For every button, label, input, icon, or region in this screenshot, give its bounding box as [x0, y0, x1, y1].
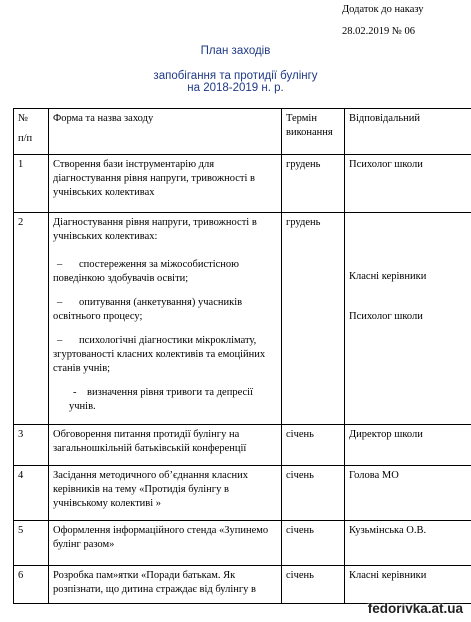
- row-text: Обговорення питання протидії булінгу на загальношкільній батьківській конференції: [49, 425, 282, 466]
- table-row: [14, 521, 471, 566]
- row-term: січень: [282, 566, 345, 604]
- row-responsible: Класні керівники: [349, 271, 427, 282]
- table-row: [14, 425, 471, 466]
- row-responsible: Психолог школи: [349, 311, 423, 322]
- row-responsible-block: [345, 213, 471, 425]
- table-row: [14, 566, 471, 604]
- header-num-line1: №: [18, 113, 29, 124]
- list-item: – психологічні діагностики мікроклімату, згуртованості класних колективів та емоційних станів учнів;: [53, 335, 266, 374]
- list-item-text: опитування (анкетування) учасників освітнього процесу;: [53, 297, 243, 322]
- row-text: Створення бази інструментарію для діагностування рівня напруги, тривожності в учнівських колективах: [49, 155, 282, 213]
- row-responsible: Голова МО: [345, 466, 471, 521]
- document-subtitle: запобігання та протидії булінгу: [153, 70, 318, 82]
- row-num: 1: [14, 155, 49, 213]
- row-text: Діагностування рівня напруги, тривожності в учнівських колективах:: [53, 217, 257, 242]
- row-num: 4: [14, 466, 49, 521]
- row-responsible: Кузьмінська О.В.: [345, 521, 471, 566]
- header-num-line2: п/п: [18, 133, 33, 144]
- row-responsible: Директор школи: [345, 425, 471, 466]
- row-text: Оформлення інформаційного стенда «Зупинемо булінг разом»: [49, 521, 282, 566]
- header-term-line2: виконання: [286, 127, 333, 138]
- site-watermark: fedorivka.at.ua: [367, 601, 463, 616]
- appendix-note: Додаток до наказу: [342, 4, 424, 15]
- table-row: [14, 466, 471, 521]
- row-num: 3: [14, 425, 49, 466]
- row-term: грудень: [282, 155, 345, 213]
- header-responsible: Відповідальний: [345, 109, 471, 155]
- header-form: Форма та назва заходу: [49, 109, 282, 155]
- row-term: січень: [282, 521, 345, 566]
- row-term: січень: [282, 425, 345, 466]
- row-term: січень: [282, 466, 345, 521]
- document-year: на 2018-2019 н. р.: [187, 82, 284, 94]
- table-header-row: [14, 109, 471, 155]
- row-text-block: [49, 213, 282, 425]
- list-item-text: спостереження за міжособистісною поведінкою здобувачів освіти;: [53, 259, 239, 284]
- table-row: [14, 213, 471, 425]
- header-num: [14, 109, 49, 155]
- row-responsible: Класні керівники: [345, 566, 471, 604]
- row-responsible: Психолог школи: [345, 155, 471, 213]
- row-num: 6: [14, 566, 49, 604]
- table-row: [14, 155, 471, 213]
- list-item-text: визначення рівня тривоги та депресії учнів.: [69, 387, 253, 412]
- row-num: 2: [14, 213, 49, 425]
- row-num: 5: [14, 521, 49, 566]
- row-term: грудень: [282, 213, 345, 425]
- header-term-line1: Термін: [286, 113, 317, 124]
- list-item: – опитування (анкетування) учасників освітнього процесу;: [53, 297, 243, 322]
- header-term: [282, 109, 345, 155]
- order-date: 28.02.2019 № 06: [342, 26, 416, 37]
- row-text: Засідання методичного об’єднання класних керівників на тему «Протидія булінгу в учнівському колективі »: [49, 466, 282, 521]
- list-item-text: психологічні діагностики мікроклімату, згуртованості класних колективів та емоційних станів учнів;: [53, 335, 266, 374]
- list-item: – спостереження за міжособистісною поведінкою здобувачів освіти;: [53, 259, 239, 284]
- document-title: План заходів: [200, 45, 271, 57]
- row-text: Розробка пам»ятки «Поради батькам. Як розпізнати, що дитина страждає від булінгу в: [49, 566, 282, 604]
- plan-table: [13, 108, 471, 604]
- list-item: - визначення рівня тривоги та депресії учнів.: [69, 387, 253, 412]
